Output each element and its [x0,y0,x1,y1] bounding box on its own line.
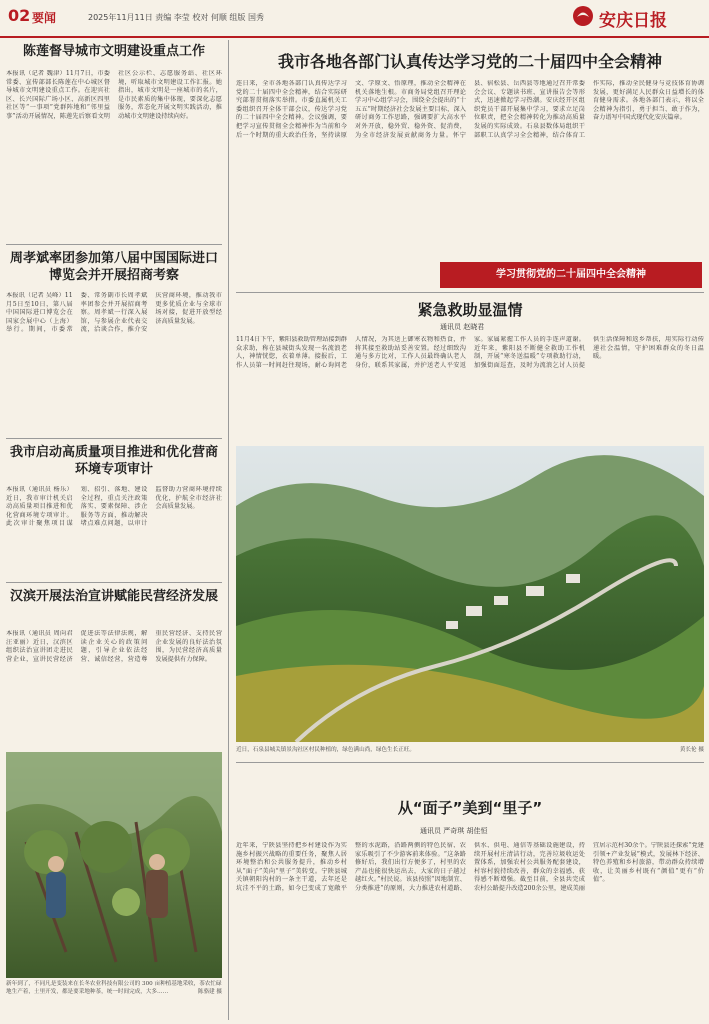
article-title: 周孝斌率团参加第八届中国国际进口博览会并开展招商考察 [9,251,218,283]
article-byline: 通讯员 严奇琪 胡佳恒 [420,827,488,835]
page-number: 02 [8,6,31,25]
photo-credit: 陈骆建 摄 [197,989,222,995]
landscape-photo [236,446,704,742]
article-body: 本报讯（通讯员 杨乐）近日，我市审计机关启动高质量项目推进和优化营商环境专项审计。此次审计聚焦项目谋划、招引、落地、建设全过程，重点关注政策落实、要素保障、涉企服务等方面，推动解决堵点难点问题，以审计监督助力营商环境持续优化，护航全市经济社会高质量发展。 [6,486,222,528]
topic-banner: 学习贯彻党的二十届四中全会精神 [440,262,702,288]
photo-credit: 黄长伦 摄 [679,747,704,753]
article-body: 本报讯（通讯员 周向君 汪亚丽）近日，汉滨区组织法治宣讲团走进民营企业，宣讲民营经济促进法等法律法规，解读企业关心的政策问题，引导企业依法经营、诚信经营，营造尊重民营经济、支持民营企业发展的良好法治氛围，为民营经济高质量发展提供有力保障。 [6,630,222,663]
photo-caption: 近日，石泉县城关镇景沟社区村民种植的，绿色满山尚，绿色生长正旺。 [236,747,416,753]
article-title: 陈莲督导城市文明建设重点工作 [22,44,205,59]
page-header [0,0,709,38]
newspaper-name: 安庆日报 [599,11,667,31]
article-body: 近年来，宁陕县坚持把乡村建设作为实施乡村振兴战略的重要任务，聚焦人居环境整治和公共服务提升，推动乡村从“面子”美向“里子”美转变。宁陕县城关镇朝阳沟村的一条主干道，去年还是坑洼不平的土路，如今已变成了宽敞平整的水泥路，沿路两侧的特色民宿、农家乐吸引了不少游客前来体验。“这条路修好后，我们出行方便多了，村里的农产品也能很快运出去，大家的日子越过越红火。”村民说。该县按照“因地制宜、分类推进”的原则，大力推进农村道路、供水、供电、通信等基础设施建设，持续开展村庄清洁行动，完善垃圾收运处置体系，加强农村公共服务配套建设，村容村貌持续改善，群众的幸福感、获得感不断增强。截至目前，全县共完成农村公路提升改造200余公里，建成美丽宜居示范村30余个。宁陕县还探索“党建引领+产业发展”模式，发展林下经济、特色养殖和乡村旅游，带动群众持续增收，让美丽乡村既有“颜值”更有“价值”。 [236,842,704,892]
news-photo [6,752,222,978]
section-name: 要闻 [32,11,57,25]
section-divider [236,292,704,293]
lead-body: 连日来，全市各地各部门认真传达学习党的二十届四中全会精神，结合实际研究部署贯彻落实举措。市委直属机关工委组织召开全体干部会议，传达学习党的二十届四中全会精神。会议强调，要把学习宣传贯彻全会精神作为当前和今后一个时期的重大政治任务，坚持读原文、学原文、悟原理，推动全会精神在机关落地生根。市商务局党组召开理论学习中心组学习会，围绕全会提出的“十五五”时期经济社会发展主要目标，深入研讨商务工作思路，强调要扩大高水平对外开放，稳外贸、稳外资、促消费，为全市经济发展贡献商务力量。怀宁县、宿松县、岳西县等地通过召开常委会会议、专题读书班、宣讲报告会等形式，迅速掀起学习热潮。安庆经开区组织党员干部开展集中学习，要求立足岗位职责，把全会精神转化为推动高质量发展的实际成效。石泉县数体局组织干部职工认真学习全会精神，结合体育工作实际，推动全民健身与竞技体育协调发展，更好满足人民群众日益增长的体育健身需求。各地各部门表示，将以全会精神为指引，勇于担当、敢于作为，奋力谱写中国式现代化安庆篇章。 [236,80,704,139]
photo-caption: 新年到了，不同凡是变装来在长冬农业科技有限公司的 300 亩种植基地采收，茶农忙碌地生产着，土里开发，都是要采地种茶，统一时间完成，大多…… 陈骆建 摄 [6,981,222,995]
article-title: 紧急救助显温情 [417,301,523,319]
article-title: 从“面子”美到“里子” [397,799,543,817]
date-line: 2025年11月11日 责编 李莹 校对 何顺 组版 国秀 [88,13,264,22]
section-divider [6,438,222,439]
article-body: 本报讯（记者 魏津）11月7日，市委常委、宣传部部长陈莲在中心城区督导城市文明建设重点工作。在迎宾社区、长兴国际广场小区、高新区四里社区等“一事项”党群阵地和“邻里益事”活动开展情况，陈莲先后察看文明社区公示栏、志愿服务站、社区环境，听取城市文明建设工作汇报。她指出，城市文明是一座城市的名片，是市民素质的集中体现，要深化志愿服务，常态化开展文明实践活动，推动城市文明建设持续向好。 [6,70,222,120]
section-divider [236,762,704,763]
section-divider [6,582,222,583]
article-body: 11月4日下午，紫阳县救助管理站接到群众求助，称在县城街头发现一名流浪老人，神情恍惚，衣着单薄。接报后，工作人员第一时间赶往现场，耐心询问老人情况，为其送上御寒衣物和热食，并将其接至救助站妥善安置。经过细致沟通与多方比对，工作人员最终确认老人身份，联系其家属，并护送老人平安返家。家属紧握工作人员的手连声道谢。近年来，紫阳县不断健全救助工作机制，开展“寒冬送温暖”专项救助行动，加强街面巡查，及时为流浪乞讨人员提供生活保障和返乡帮扶，用实际行动传递社会温情，守护困难群众的冬日温暖。 [236,336,704,369]
section-divider [6,244,222,245]
newspaper-logo [571,4,701,31]
logo-emblem-icon [571,4,595,28]
article-title: 我市启动高质量项目推进和优化营商环境专项审计 [9,445,218,477]
article-body: 本报讯（记者 吴峰）11月5日至10日，第八届中国国际进口博览会在国家会展中心（上海）举行。期间，市委常委、常务副市长周孝斌率团参会并开展招商考察。周孝斌一行深入展馆，与参展企业代表交流，洽谈合作，推介安庆营商环境，推动我市更多优质企业与全球市场对接，促进开放型经济高质量发展。 [6,292,222,334]
article-title: 汉滨开展法治宣讲赋能民营经济发展 [9,589,218,604]
column-divider [228,40,229,1020]
article-byline: 通讯员 赵晓君 [440,323,485,331]
lead-headline: 我市各地各部门认真传达学习党的二十届四中全会精神 [277,52,662,71]
